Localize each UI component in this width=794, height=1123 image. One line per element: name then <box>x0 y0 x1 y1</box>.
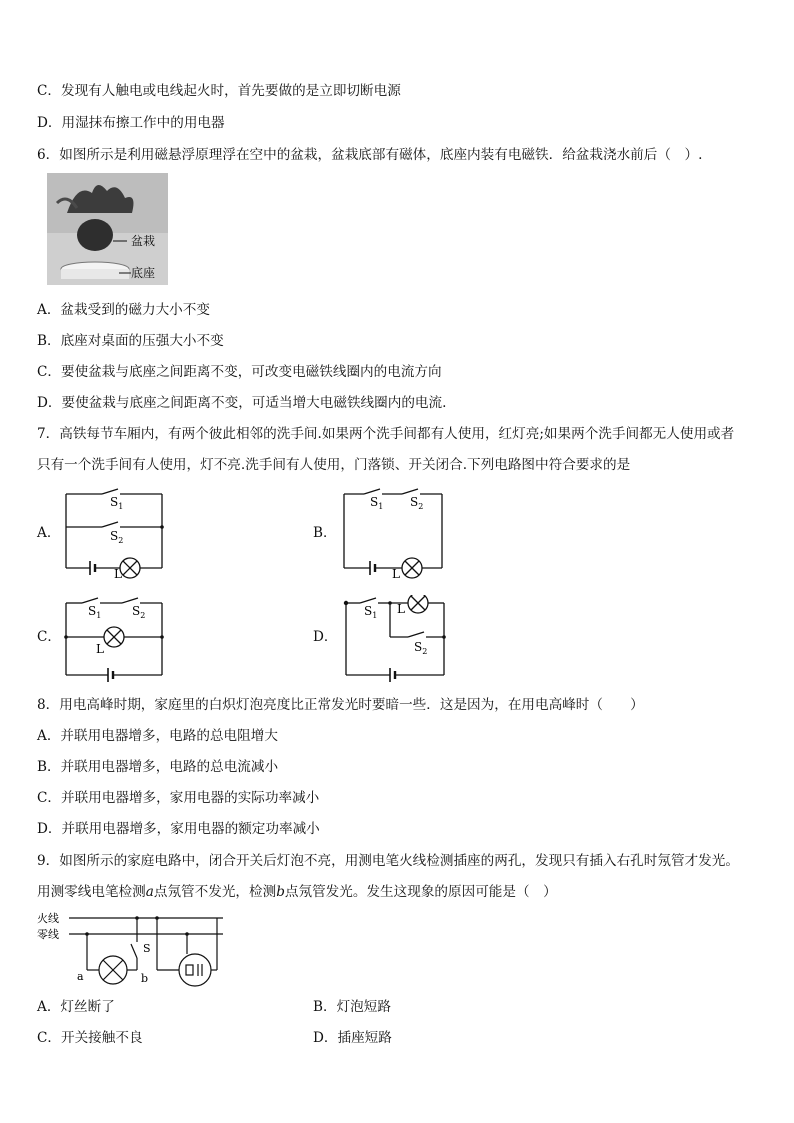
q7b-s1-label: $S_1$ <box>370 495 384 511</box>
q7d-junction-mid <box>388 601 392 605</box>
q7-circuit-b <box>340 488 450 580</box>
q9-label-neutral-wire: 零线 <box>37 928 59 941</box>
q9-stem-line-1: 9．如图所示的家庭电路中，闭合开关后灯泡不亮，用测电笔火线检测插座的两孔，发现只有插入右孔时氖管才发光。 <box>37 853 739 869</box>
q8-option-a: A．并联用电器增多，电路的总电阻增大 <box>37 728 278 744</box>
q9-junction-live-2 <box>155 916 159 920</box>
q9-label-live-wire: 火线 <box>37 912 59 925</box>
q7-label-c: C． <box>37 629 61 645</box>
q7-stem-line-1: 7．高铁每节车厢内，有两个彼此相邻的洗手间.如果两个洗手间都有人使用，红灯亮;如果两个洗手间都无人使用或者 <box>37 426 735 442</box>
q7a-lamp-label: L <box>114 567 122 580</box>
q7a-s1-label: $S_1$ <box>110 495 124 511</box>
q7a-junction-dot <box>160 525 164 529</box>
q6-option-d: D．要使盆栽与底座之间距离不变，可适当增大电磁铁线圈内的电流. <box>37 395 447 411</box>
q7-circuit-a <box>62 488 172 580</box>
q9-option-b: B．灯泡短路 <box>313 999 391 1015</box>
q7-label-b: B． <box>313 525 337 541</box>
q7c-s1-label: $S_1$ <box>88 604 102 620</box>
q9-label-point-a: a <box>77 970 84 983</box>
q7b-s2-label: $S_2$ <box>410 495 424 511</box>
q7a-s2-label: $S_2$ <box>110 529 124 545</box>
q7d-s2-label: $S_2$ <box>414 640 428 656</box>
q7b-lamp-label: L <box>392 567 400 580</box>
q7c-junction-right <box>160 635 164 639</box>
q5-option-d: D．用湿抹布擦工作中的用电器 <box>37 115 225 131</box>
q6-option-a: A．盆栽受到的磁力大小不变 <box>37 302 210 318</box>
q7-circuit-c <box>62 595 172 687</box>
q8-option-c: C．并联用电器增多，家用电器的实际功率减小 <box>37 790 320 806</box>
q9-junction-neutral <box>85 932 89 936</box>
q7-label-d: D． <box>313 629 338 645</box>
q9-option-a: A．灯丝断了 <box>37 999 115 1015</box>
q7c-s2-label: $S_2$ <box>132 604 146 620</box>
q7d-junction-right <box>442 635 446 639</box>
q6-label-pot: 盆栽 <box>131 234 156 248</box>
q7c-junction-left <box>64 635 68 639</box>
q9-stem-line-2: 用测零线电笔检测a点氖管不发光，检测b点氖管发光。发生这现象的原因可能是（ ） <box>37 884 557 900</box>
q7-label-a: A． <box>37 525 61 541</box>
q8-stem: 8．用电高峰时期，家庭里的白炽灯泡亮度比正常发光时要暗一些．这是因为，在用电高峰时（ ） <box>37 697 644 713</box>
q9-junction-live-1 <box>135 916 139 920</box>
q6-option-c: C．要使盆栽与底座之间距离不变，可改变电磁铁线圈内的电流方向 <box>37 364 442 380</box>
q8-option-b: B．并联用电器增多，电路的总电流减小 <box>37 759 279 775</box>
q6-label-base: 底座 <box>131 266 156 280</box>
q7d-junction-left <box>344 601 348 605</box>
q8-option-d: D．并联用电器增多，家用电器的额定功率减小 <box>37 821 320 837</box>
q7d-lamp-label: L <box>397 602 405 616</box>
q6-stem: 6．如图所示是利用磁悬浮原理浮在空中的盆栽，盆栽底部有磁体，底座内装有电磁铁．给盆栽浇水前后（ ）. <box>37 147 703 163</box>
q6-magnetic-levitation-photo <box>47 173 168 285</box>
q9-label-point-b: b <box>141 972 149 985</box>
q5-option-c: C．发现有人触电或电线起火时，首先要做的是立即切断电源 <box>37 83 401 99</box>
q9-option-c: C．开关接触不良 <box>37 1030 143 1046</box>
q9-option-d: D．插座短路 <box>313 1030 392 1046</box>
q6-option-b: B．底座对桌面的压强大小不变 <box>37 333 224 349</box>
q9-home-circuit <box>37 908 227 988</box>
q9-junction-neutral-2 <box>185 932 189 936</box>
q7-circuit-d <box>340 595 450 687</box>
q7c-lamp-label: L <box>96 642 104 656</box>
q9-label-switch: S <box>143 942 151 955</box>
q7d-s1-label: $S_1$ <box>364 604 378 620</box>
q7-stem-line-2: 只有一个洗手间有人使用，灯不亮.洗手间有人使用，门落锁、开关闭合.下列电路图中符合要求的是 <box>37 457 631 473</box>
